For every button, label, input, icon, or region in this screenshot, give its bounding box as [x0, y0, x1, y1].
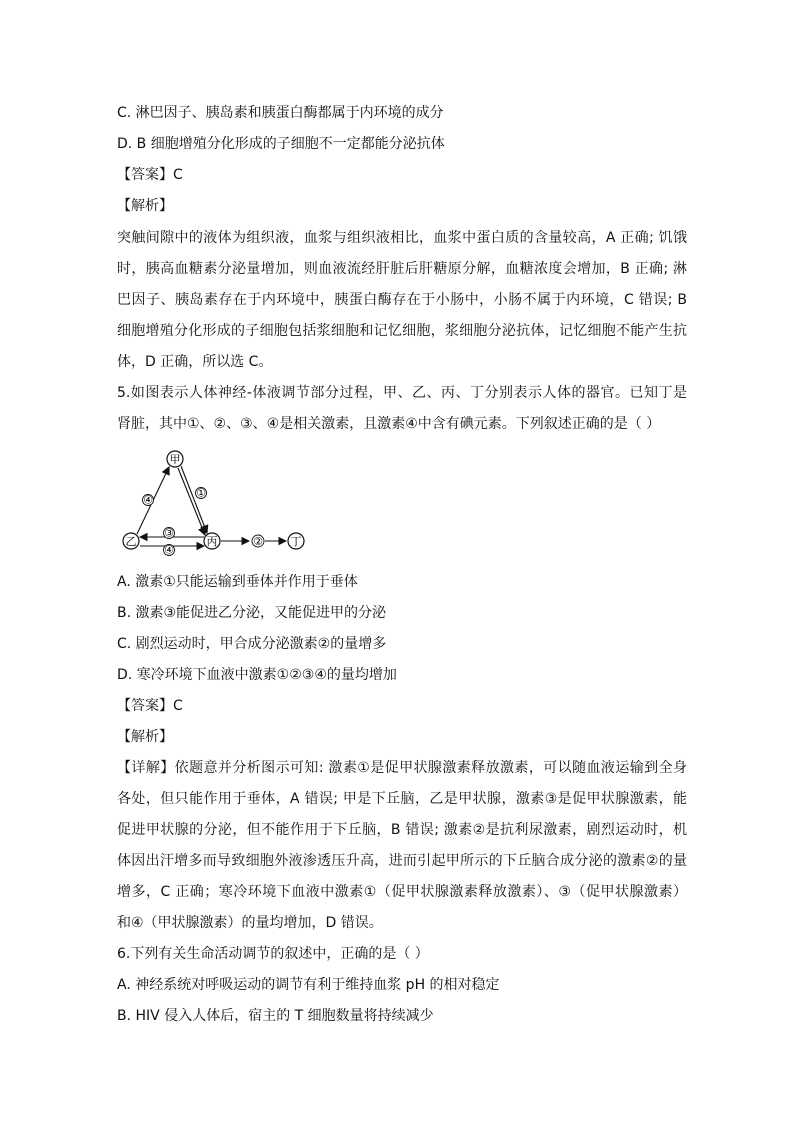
option-a-q5: A. 激素①只能运输到垂体并作用于垂体: [117, 574, 358, 590]
analysis-line-4: 细胞增殖分化形成的子细胞包括浆细胞和记忆细胞，浆细胞分泌抗体，记忆细胞不能产生抗: [117, 323, 687, 339]
arrow-jia-to-bing-2: [178, 468, 205, 535]
detail-line-6: 和④（甲状腺激素）的量均增加，D 错误。: [117, 915, 383, 931]
arrow-2-label: ②: [253, 535, 263, 548]
node-ding-label: 丁: [290, 535, 302, 548]
detail-line-5: 增多，C 正确；寒冷环境下血液中激素①（促甲状腺激素释放激素）、③（促甲状腺激素）: [117, 884, 687, 900]
detail-line-3: 促进甲状腺的分泌，但不能作用于下丘脑，B 错误; 激素②是抗利尿激素，剧烈运动时，机: [117, 822, 687, 838]
arrow-jia-to-bing-1: [181, 466, 207, 533]
analysis-heading-q5: 【解析】: [117, 729, 173, 745]
hormone-regulation-diagram: [117, 447, 327, 557]
analysis-line-1: 突触间隙中的液体为组织液，血浆与组织液相比，血浆中蛋白质的含量较高，A 正确; 饥饿: [117, 230, 687, 246]
option-c-q4: C. 淋巴因子、胰岛素和胰蛋白酶都属于内环境的成分: [117, 105, 444, 121]
arrow-1-label: ①: [196, 486, 206, 500]
analysis-heading-q4: 【解析】: [117, 198, 173, 214]
option-c-q5: C. 剧烈运动时，甲合成分泌激素②的量增多: [117, 636, 387, 652]
detail-line-1: 【详解】依题意并分析图示可知: 激素①是促甲状腺激素释放激素，可以随血液运输到全身: [117, 760, 687, 776]
detail-line-4: 体因出汗增多而导致细胞外液渗透压升高，进而引起甲所示的下丘脑合成分泌的激素②的量: [117, 853, 687, 869]
node-bing-label: 丙: [206, 535, 218, 548]
option-b-q6: B. HIV 侵入人体后，宿主的 T 细胞数量将持续减少: [117, 1008, 434, 1024]
question-5-line-1: 5.如图表示人体神经-体液调节部分过程，甲、乙、丙、丁分别表示人体的器官。已知丁是: [117, 385, 687, 401]
node-jia-label: 甲: [169, 453, 181, 466]
option-d-q5: D. 寒冷环境下血液中激素①②③④的量均增加: [117, 667, 397, 683]
node-yi-label: 乙: [125, 535, 137, 548]
answer-q5: 【答案】C: [117, 698, 183, 714]
arrow-4-bottom-label: ④: [164, 543, 174, 557]
question-5-line-2: 肾脏，其中①、②、③、④是相关激素，且激素④中含有碘元素。下列叙述正确的是（ ）: [117, 416, 661, 432]
analysis-line-2: 时，胰高血糖素分泌量增加，则血液流经肝脏后肝糖原分解，血糖浓度会增加，B 正确; 淋: [117, 261, 687, 277]
option-b-q5: B. 激素③能促进乙分泌，又能促进甲的分泌: [117, 605, 387, 621]
arrow-4-left-label: ④: [143, 493, 153, 507]
analysis-line-5: 体，D 正确，所以选 C。: [117, 354, 273, 370]
option-a-q6: A. 神经系统对呼吸运动的调节有利于维持血浆 pH 的相对稳定: [117, 977, 500, 993]
question-6: 6.下列有关生命活动调节的叙述中，正确的是（ ）: [117, 946, 429, 962]
analysis-line-3: 巴因子、胰岛素存在于内环境中，胰蛋白酶存在于小肠中，小肠不属于内环境，C 错误; B: [117, 292, 687, 308]
answer-q4: 【答案】C: [117, 167, 183, 183]
option-d-q4: D. B 细胞增殖分化形成的子细胞不一定都能分泌抗体: [117, 136, 445, 152]
detail-line-2: 各处，但只能作用于垂体，A 错误; 甲是下丘脑，乙是甲状腺，激素③是促甲状腺激素，能: [117, 791, 687, 807]
arrow-3-label: ③: [164, 526, 174, 540]
